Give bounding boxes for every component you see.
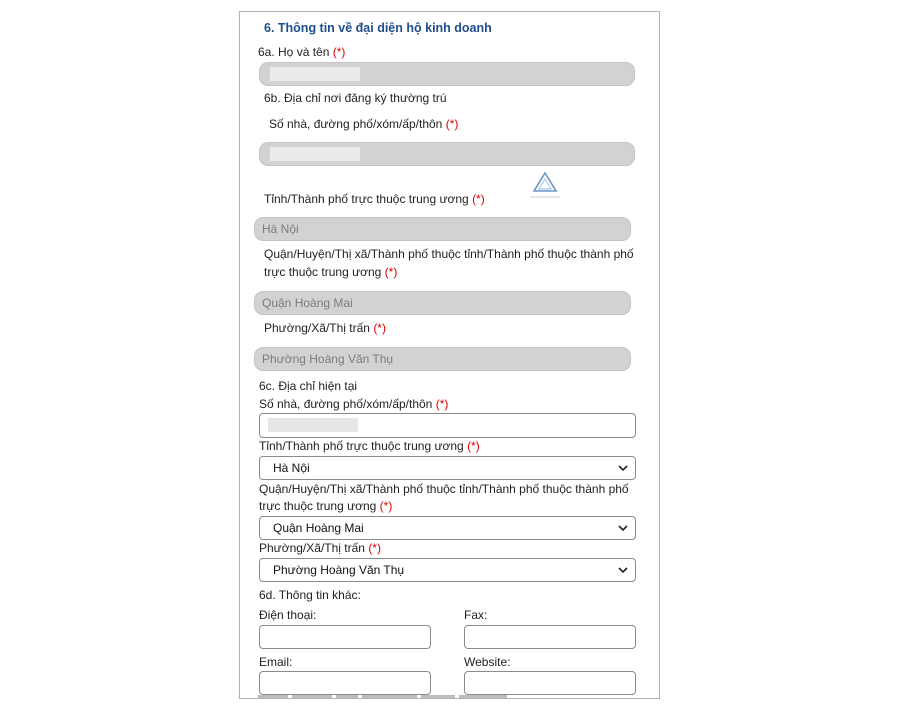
permanent-street-label: Số nhà, đường phố/xóm/ấp/thôn (*) bbox=[269, 117, 459, 131]
permanent-district-label-line1: Quận/Huyện/Thị xã/Thành phố thuộc tỉnh/Thành phố thuộc thành phố bbox=[264, 247, 634, 261]
permanent-street-field bbox=[259, 142, 635, 166]
permanent-ward-label: Phường/Xã/Thị trấn (*) bbox=[264, 321, 386, 335]
email-label: Email: bbox=[259, 655, 293, 669]
full-name-field bbox=[259, 62, 635, 86]
chevron-down-icon bbox=[618, 464, 628, 472]
cut-off-text bbox=[258, 695, 518, 699]
section-title: 6. Thông tin về đại diện hộ kinh doanh bbox=[264, 21, 492, 35]
website-input[interactable] bbox=[464, 671, 636, 695]
permanent-ward-field bbox=[254, 347, 631, 371]
redacted-value bbox=[270, 147, 360, 161]
current-province-label: Tỉnh/Thành phố trực thuộc trung ương (*) bbox=[259, 439, 480, 453]
redacted-value bbox=[268, 418, 358, 432]
fax-input[interactable] bbox=[464, 625, 636, 649]
permanent-province-field bbox=[254, 217, 631, 241]
current-district-label-line2: trực thuộc trung ương (*) bbox=[259, 499, 393, 513]
current-district-label-line1: Quận/Huyện/Thị xã/Thành phố thuộc tỉnh/Thành phố thuộc thành phố bbox=[259, 482, 629, 496]
current-ward-label: Phường/Xã/Thị trấn (*) bbox=[259, 541, 381, 555]
current-street-label: Số nhà, đường phố/xóm/ấp/thôn (*) bbox=[259, 397, 449, 411]
current-province-selected: Hà Nội bbox=[273, 461, 310, 475]
triangle-logo-icon bbox=[526, 171, 564, 205]
permanent-district-field bbox=[254, 291, 631, 315]
required-mark: (*) bbox=[373, 321, 386, 335]
permanent-district-label-line2: trực thuộc trung ương (*) bbox=[264, 265, 398, 279]
required-mark: (*) bbox=[368, 541, 381, 555]
required-mark: (*) bbox=[435, 397, 449, 411]
current-district-selected: Quận Hoàng Mai bbox=[273, 521, 364, 535]
permanent-district-value: Quận Hoàng Mai bbox=[262, 296, 353, 310]
full-name-label: 6a. Họ và tên (*) bbox=[258, 45, 346, 59]
form-container bbox=[239, 11, 660, 699]
permanent-ward-value: Phường Hoàng Văn Thụ bbox=[262, 352, 394, 366]
current-address-heading: 6c. Địa chỉ hiện tại bbox=[259, 379, 358, 393]
email-input[interactable] bbox=[259, 671, 431, 695]
permanent-province-value: Hà Nội bbox=[262, 222, 299, 236]
chevron-down-icon bbox=[618, 524, 628, 532]
permanent-address-heading: 6b. Địa chỉ nơi đăng ký thường trú bbox=[264, 91, 447, 105]
phone-input[interactable] bbox=[259, 625, 431, 649]
required-mark: (*) bbox=[384, 265, 398, 279]
required-mark: (*) bbox=[445, 117, 459, 131]
chevron-down-icon bbox=[618, 566, 628, 574]
fax-label: Fax: bbox=[464, 608, 488, 622]
required-mark: (*) bbox=[332, 45, 346, 59]
required-mark: (*) bbox=[472, 192, 485, 206]
website-label: Website: bbox=[464, 655, 511, 669]
required-mark: (*) bbox=[467, 439, 480, 453]
phone-label: Điện thoại: bbox=[259, 608, 317, 622]
permanent-province-label: Tỉnh/Thành phố trực thuộc trung ương (*) bbox=[264, 192, 485, 206]
current-province-select[interactable] bbox=[259, 456, 636, 480]
other-info-heading: 6d. Thông tin khác: bbox=[259, 588, 361, 602]
redacted-value bbox=[270, 67, 360, 81]
current-district-select[interactable] bbox=[259, 516, 636, 540]
current-street-input[interactable] bbox=[259, 413, 636, 438]
required-mark: (*) bbox=[379, 499, 393, 513]
current-ward-selected: Phường Hoàng Văn Thụ bbox=[273, 563, 405, 577]
current-ward-select[interactable] bbox=[259, 558, 636, 582]
